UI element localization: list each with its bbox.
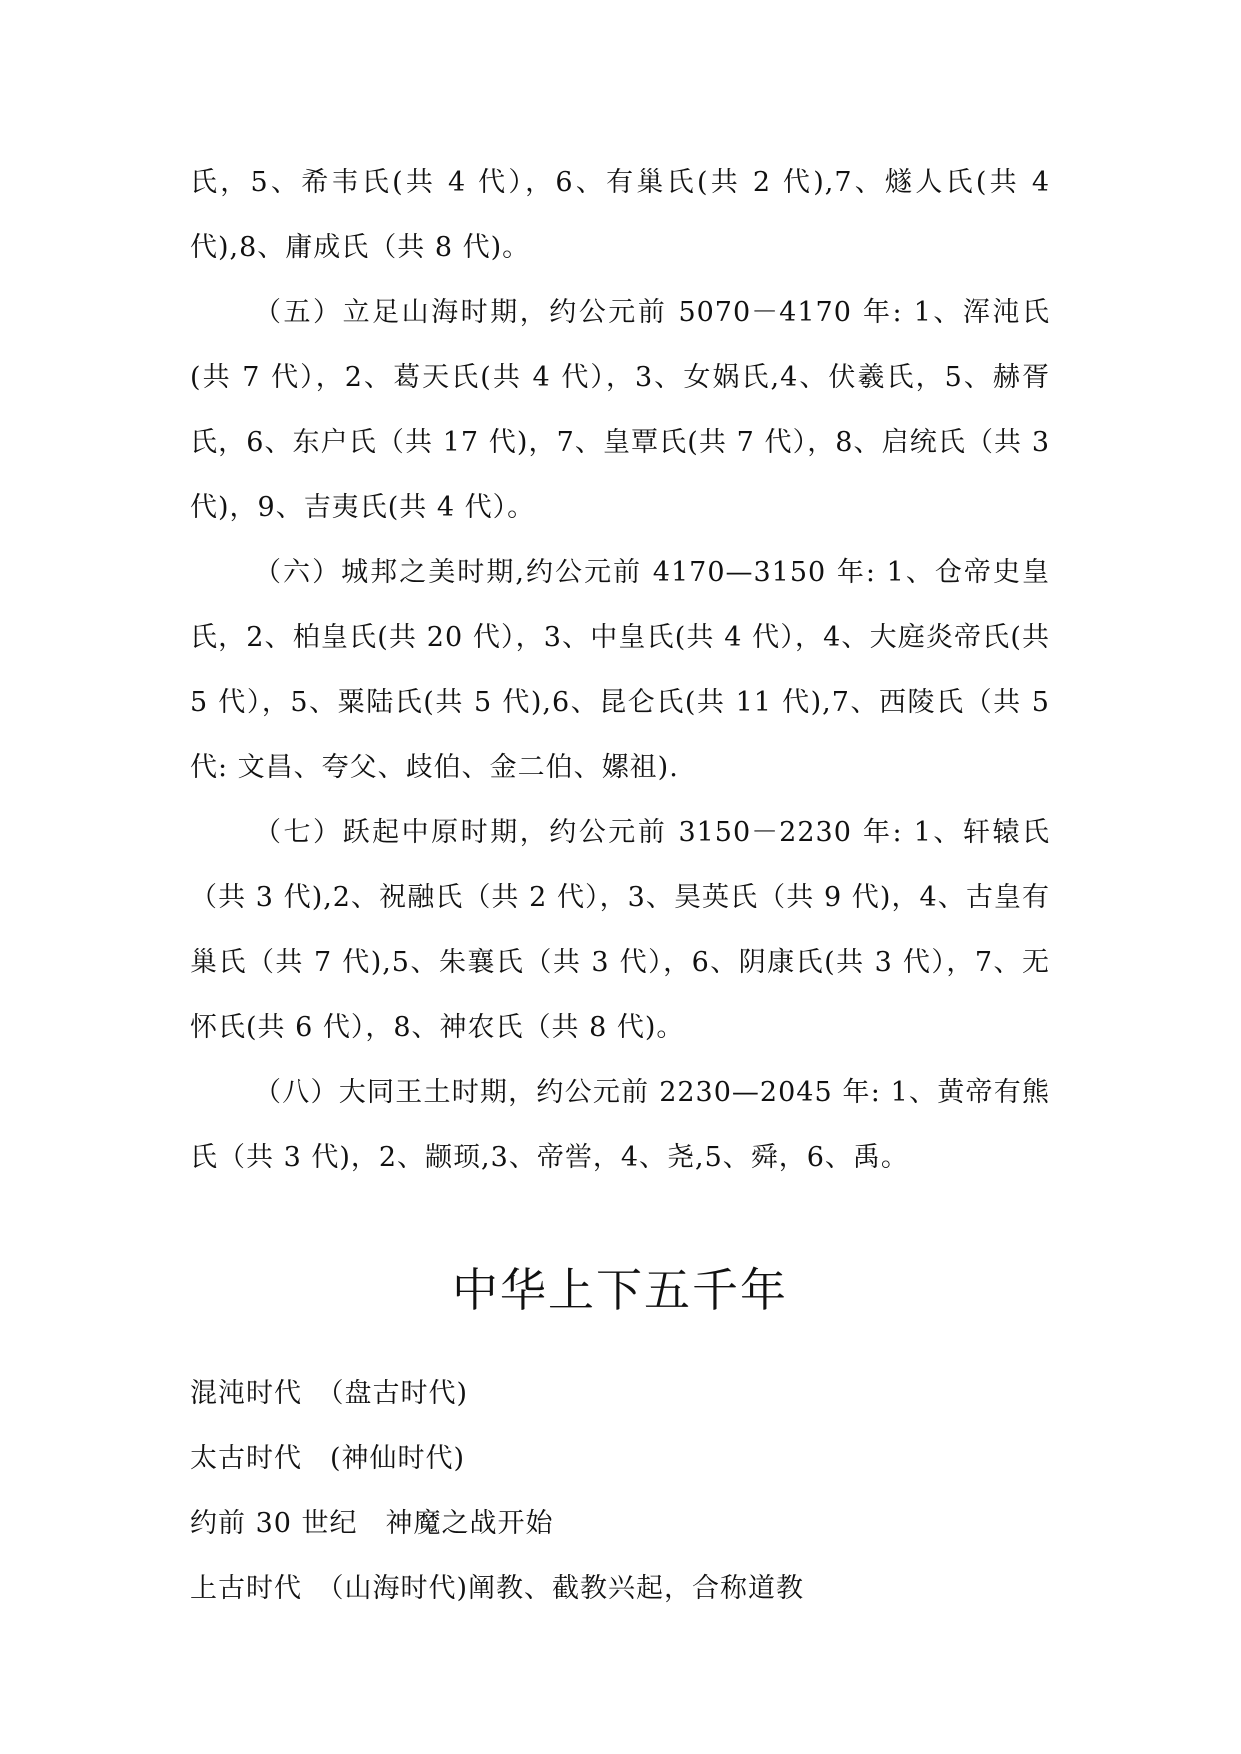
paragraph-period-5: （五）立足山海时期，约公元前 5070－4170 年: 1、浑沌氏(共 7 代），2、葛天氏(共 4 代），3、女娲氏,4、伏羲氏，5、赫胥氏，6、东户氏（共 17 代)，7、皇覃氏(共 7 代），8、启统氏（共 3 代)，9、吉夷氏(共 4 代）。	[190, 297, 1050, 523]
timeline-item: 混沌时代 （盘古时代)	[190, 1377, 469, 1409]
paragraph-continuation: 氏，5、希韦氏(共 4 代），6、有巢氏(共 2 代),7、燧人氏(共 4 代),8、庸成氏（共 8 代)。	[190, 167, 1050, 263]
paragraph-period-7: （七）跃起中原时期，约公元前 3150－2230 年: 1、轩辕氏（共 3 代),2、祝融氏（共 2 代），3、昊英氏（共 9 代)，4、古皇有巢氏（共 7 代),5、朱襄氏（共 3 代），6、阴康氏(共 3 代），7、无怀氏(共 6 代），8、神农氏（共 8 代)。	[190, 817, 1050, 1043]
document-page	[190, 150, 1050, 1621]
timeline-item: 上古时代 （山海时代)阐教、截教兴起，合称道教	[190, 1572, 805, 1604]
section-title: 中华上下五千年	[452, 1263, 788, 1317]
paragraph-period-6: （六）城邦之美时期,约公元前 4170—3150 年: 1、仓帝史皇氏，2、柏皇氏(共 20 代），3、中皇氏(共 4 代），4、大庭炎帝氏(共 5 代），5、粟陆氏(共 5 代),6、昆仑氏(共 11 代),7、西陵氏（共 5 代: 文昌、夸父、歧伯、金二伯、嫘祖).	[190, 557, 1050, 783]
timeline-item: 太古时代 (神仙时代)	[190, 1442, 466, 1474]
paragraph-period-8: （八）大同王土时期，约公元前 2230—2045 年: 1、黄帝有熊氏（共 3 代)，2、颛顼,3、帝喾，4、尧,5、舜，6、禹。	[190, 1077, 1050, 1173]
timeline-item: 约前 30 世纪 神魔之战开始	[190, 1507, 554, 1539]
